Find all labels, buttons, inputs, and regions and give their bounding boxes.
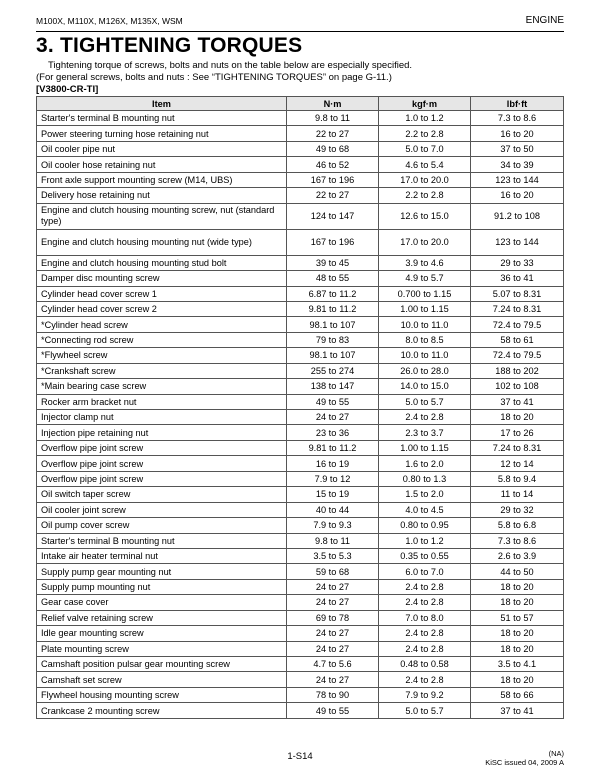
table-row [37, 126, 564, 141]
page-header [36, 16, 564, 30]
cell-item: Camshaft set screw [37, 672, 287, 687]
cell-kgfm: 2.4 to 2.8 [379, 672, 471, 687]
table-row [37, 203, 564, 229]
cell-lbfft: 18 to 20 [471, 595, 564, 610]
cell-kgfm: 7.0 to 8.0 [379, 610, 471, 625]
cell-lbfft: 18 to 20 [471, 626, 564, 641]
section-name: ENGINE [525, 15, 564, 26]
cell-item: Supply pump gear mounting nut [37, 564, 287, 579]
cell-item: Oil pump cover screw [37, 518, 287, 533]
cell-kgfm: 5.0 to 5.7 [379, 394, 471, 409]
cell-item: Overflow pipe joint screw [37, 471, 287, 486]
cell-lbfft: 2.6 to 3.9 [471, 548, 564, 563]
col-lbfft: lbf·ft [471, 97, 564, 111]
cell-nm: 255 to 274 [287, 363, 379, 378]
table-row [37, 157, 564, 172]
table-row [37, 317, 564, 332]
table-row [37, 394, 564, 409]
cell-kgfm: 10.0 to 11.0 [379, 317, 471, 332]
cell-item: *Flywheel screw [37, 348, 287, 363]
cell-nm: 46 to 52 [287, 157, 379, 172]
intro-line-1: Tightening torque of screws, bolts and nuts on the table below are especially specified. [48, 60, 413, 71]
cell-nm: 24 to 27 [287, 595, 379, 610]
cell-item: Crankcase 2 mounting screw [37, 703, 287, 718]
cell-lbfft: 102 to 108 [471, 379, 564, 394]
cell-item: Camshaft position pulsar gear mounting screw [37, 657, 287, 672]
table-row [37, 687, 564, 702]
cell-nm: 22 to 27 [287, 126, 379, 141]
cell-nm: 98.1 to 107 [287, 348, 379, 363]
cell-lbfft: 17 to 26 [471, 425, 564, 440]
table-row [37, 172, 564, 187]
cell-lbfft: 18 to 20 [471, 579, 564, 594]
table-row [37, 703, 564, 718]
cell-nm: 23 to 36 [287, 425, 379, 440]
cell-lbfft: 18 to 20 [471, 672, 564, 687]
cell-lbfft: 188 to 202 [471, 363, 564, 378]
cell-nm: 24 to 27 [287, 672, 379, 687]
cell-lbfft: 29 to 33 [471, 255, 564, 270]
cell-lbfft: 123 to 144 [471, 172, 564, 187]
cell-item: Starter's terminal B mounting nut [37, 111, 287, 126]
cell-nm: 69 to 78 [287, 610, 379, 625]
cell-lbfft: 5.07 to 8.31 [471, 286, 564, 301]
cell-lbfft: 36 to 41 [471, 271, 564, 286]
table-row [37, 141, 564, 156]
cell-kgfm: 0.35 to 0.55 [379, 548, 471, 563]
cell-kgfm: 1.0 to 1.2 [379, 533, 471, 548]
cell-lbfft: 58 to 66 [471, 687, 564, 702]
cell-item: Oil cooler hose retaining nut [37, 157, 287, 172]
cell-lbfft: 29 to 32 [471, 502, 564, 517]
cell-item: Cylinder head cover screw 2 [37, 301, 287, 316]
cell-nm: 40 to 44 [287, 502, 379, 517]
cell-lbfft: 5.8 to 9.4 [471, 471, 564, 486]
table-row [37, 440, 564, 455]
cell-lbfft: 18 to 20 [471, 410, 564, 425]
table-row [37, 363, 564, 378]
cell-kgfm: 2.4 to 2.8 [379, 641, 471, 656]
cell-nm: 24 to 27 [287, 641, 379, 656]
cell-item: Idle gear mounting screw [37, 626, 287, 641]
cell-item: Overflow pipe joint screw [37, 456, 287, 471]
cell-item: Cylinder head cover screw 1 [37, 286, 287, 301]
table-row [37, 286, 564, 301]
cell-nm: 167 to 196 [287, 172, 379, 187]
table-row [37, 533, 564, 548]
cell-kgfm: 0.700 to 1.15 [379, 286, 471, 301]
cell-item: *Connecting rod screw [37, 332, 287, 347]
cell-kgfm: 2.4 to 2.8 [379, 410, 471, 425]
cell-nm: 48 to 55 [287, 271, 379, 286]
cell-nm: 4.7 to 5.6 [287, 657, 379, 672]
cell-item: Injector clamp nut [37, 410, 287, 425]
cell-item: Relief valve retaining screw [37, 610, 287, 625]
table-row [37, 626, 564, 641]
cell-lbfft: 51 to 57 [471, 610, 564, 625]
cell-item: Damper disc mounting screw [37, 271, 287, 286]
table-row [37, 610, 564, 625]
cell-kgfm: 3.9 to 4.6 [379, 255, 471, 270]
cell-kgfm: 2.2 to 2.8 [379, 126, 471, 141]
page-number: 1-S14 [287, 751, 313, 762]
cell-kgfm: 1.5 to 2.0 [379, 487, 471, 502]
cell-lbfft: 12 to 14 [471, 456, 564, 471]
cell-kgfm: 4.6 to 5.4 [379, 157, 471, 172]
cell-lbfft: 7.3 to 8.6 [471, 533, 564, 548]
cell-nm: 124 to 147 [287, 203, 379, 229]
cell-nm: 3.5 to 5.3 [287, 548, 379, 563]
cell-lbfft: 58 to 61 [471, 332, 564, 347]
cell-nm: 98.1 to 107 [287, 317, 379, 332]
cell-kgfm: 26.0 to 28.0 [379, 363, 471, 378]
cell-item: Intake air heater terminal nut [37, 548, 287, 563]
cell-lbfft: 7.3 to 8.6 [471, 111, 564, 126]
table-row [37, 456, 564, 471]
table-row [37, 579, 564, 594]
table-row [37, 410, 564, 425]
table-row [37, 502, 564, 517]
cell-kgfm: 17.0 to 20.0 [379, 172, 471, 187]
cell-lbfft: 34 to 39 [471, 157, 564, 172]
cell-kgfm: 12.6 to 15.0 [379, 203, 471, 229]
cell-lbfft: 91.2 to 108 [471, 203, 564, 229]
engine-code: [V3800-CR-TI] [36, 84, 99, 95]
cell-nm: 9.81 to 11.2 [287, 301, 379, 316]
cell-kgfm: 1.00 to 1.15 [379, 440, 471, 455]
cell-item: Injection pipe retaining nut [37, 425, 287, 440]
cell-nm: 39 to 45 [287, 255, 379, 270]
cell-nm: 7.9 to 9.3 [287, 518, 379, 533]
cell-lbfft: 37 to 41 [471, 394, 564, 409]
cell-lbfft: 7.24 to 8.31 [471, 440, 564, 455]
cell-nm: 49 to 68 [287, 141, 379, 156]
cell-nm: 22 to 27 [287, 188, 379, 203]
intro-line-2: (For general screws, bolts and nuts : See “TIGHTENING TORQUES” on page G-11.) [36, 72, 392, 83]
cell-kgfm: 0.80 to 0.95 [379, 518, 471, 533]
cell-item: Gear case cover [37, 595, 287, 610]
cell-lbfft: 123 to 144 [471, 229, 564, 255]
col-kgfm: kgf·m [379, 97, 471, 111]
cell-kgfm: 5.0 to 5.7 [379, 703, 471, 718]
table-row [37, 348, 564, 363]
cell-kgfm: 17.0 to 20.0 [379, 229, 471, 255]
cell-nm: 49 to 55 [287, 394, 379, 409]
cell-kgfm: 2.4 to 2.8 [379, 579, 471, 594]
cell-lbfft: 72.4 to 79.5 [471, 317, 564, 332]
cell-kgfm: 4.9 to 5.7 [379, 271, 471, 286]
col-nm: N·m [287, 97, 379, 111]
table-row [37, 487, 564, 502]
cell-nm: 59 to 68 [287, 564, 379, 579]
col-item: Item [37, 97, 287, 111]
torque-table [36, 96, 564, 719]
cell-lbfft: 44 to 50 [471, 564, 564, 579]
page-title: 3. TIGHTENING TORQUES [36, 34, 303, 57]
cell-nm: 15 to 19 [287, 487, 379, 502]
cell-lbfft: 16 to 20 [471, 126, 564, 141]
cell-item: Oil switch taper screw [37, 487, 287, 502]
cell-item: Engine and clutch housing mounting stud bolt [37, 255, 287, 270]
cell-nm: 49 to 55 [287, 703, 379, 718]
cell-nm: 9.8 to 11 [287, 533, 379, 548]
cell-kgfm: 2.3 to 3.7 [379, 425, 471, 440]
cell-kgfm: 14.0 to 15.0 [379, 379, 471, 394]
cell-item: Starter's terminal B mounting nut [37, 533, 287, 548]
cell-kgfm: 8.0 to 8.5 [379, 332, 471, 347]
cell-kgfm: 2.4 to 2.8 [379, 595, 471, 610]
cell-item: Oil cooler pipe nut [37, 141, 287, 156]
cell-nm: 9.8 to 11 [287, 111, 379, 126]
table-body [37, 111, 564, 719]
cell-item: Engine and clutch housing mounting nut (wide type) [37, 229, 287, 255]
table-row [37, 518, 564, 533]
table-row [37, 595, 564, 610]
cell-lbfft: 5.8 to 6.8 [471, 518, 564, 533]
table-row [37, 111, 564, 126]
table-row [37, 379, 564, 394]
cell-nm: 24 to 27 [287, 626, 379, 641]
cell-lbfft: 37 to 41 [471, 703, 564, 718]
table-row [37, 548, 564, 563]
cell-kgfm: 1.0 to 1.2 [379, 111, 471, 126]
table-row [37, 229, 564, 255]
cell-kgfm: 2.4 to 2.8 [379, 626, 471, 641]
table-row [37, 657, 564, 672]
cell-lbfft: 16 to 20 [471, 188, 564, 203]
cell-item: *Main bearing case screw [37, 379, 287, 394]
cell-nm: 9.81 to 11.2 [287, 440, 379, 455]
cell-kgfm: 7.9 to 9.2 [379, 687, 471, 702]
cell-nm: 138 to 147 [287, 379, 379, 394]
cell-kgfm: 4.0 to 4.5 [379, 502, 471, 517]
cell-item: Flywheel housing mounting screw [37, 687, 287, 702]
cell-kgfm: 2.2 to 2.8 [379, 188, 471, 203]
table-row [37, 332, 564, 347]
cell-kgfm: 0.80 to 1.3 [379, 471, 471, 486]
cell-item: Delivery hose retaining nut [37, 188, 287, 203]
cell-nm: 16 to 19 [287, 456, 379, 471]
cell-item: *Cylinder head screw [37, 317, 287, 332]
issue-text: KiSC issued 04, 2009 A [485, 758, 564, 767]
cell-item: Oil cooler joint screw [37, 502, 287, 517]
cell-item: Power steering turning hose retaining nut [37, 126, 287, 141]
header-rule [36, 31, 564, 32]
cell-nm: 24 to 27 [287, 410, 379, 425]
table-header-row [37, 97, 564, 111]
table-row [37, 641, 564, 656]
table-row [37, 564, 564, 579]
intro-text [36, 60, 412, 84]
cell-lbfft: 11 to 14 [471, 487, 564, 502]
cell-item: *Crankshaft screw [37, 363, 287, 378]
cell-lbfft: 3.5 to 4.1 [471, 657, 564, 672]
table-row [37, 301, 564, 316]
table-row [37, 271, 564, 286]
cell-kgfm: 5.0 to 7.0 [379, 141, 471, 156]
cell-kgfm: 0.48 to 0.58 [379, 657, 471, 672]
issue-info [485, 749, 564, 767]
cell-lbfft: 72.4 to 79.5 [471, 348, 564, 363]
cell-item: Front axle support mounting screw (M14, UBS) [37, 172, 287, 187]
cell-kgfm: 1.6 to 2.0 [379, 456, 471, 471]
cell-kgfm: 6.0 to 7.0 [379, 564, 471, 579]
cell-kgfm: 10.0 to 11.0 [379, 348, 471, 363]
cell-nm: 7.9 to 12 [287, 471, 379, 486]
cell-item: Overflow pipe joint screw [37, 440, 287, 455]
cell-nm: 79 to 83 [287, 332, 379, 347]
cell-nm: 167 to 196 [287, 229, 379, 255]
cell-nm: 6.87 to 11.2 [287, 286, 379, 301]
cell-kgfm: 1.00 to 1.15 [379, 301, 471, 316]
model-list: M100X, M110X, M126X, M135X, WSM [36, 16, 183, 26]
cell-lbfft: 7.24 to 8.31 [471, 301, 564, 316]
table-row [37, 471, 564, 486]
table-row [37, 188, 564, 203]
cell-nm: 78 to 90 [287, 687, 379, 702]
issue-note: (NA) [548, 749, 564, 758]
cell-item: Supply pump mounting nut [37, 579, 287, 594]
cell-item: Engine and clutch housing mounting screw, nut (standard type) [37, 203, 287, 229]
cell-nm: 24 to 27 [287, 579, 379, 594]
table-row [37, 255, 564, 270]
table-row [37, 672, 564, 687]
cell-item: Rocker arm bracket nut [37, 394, 287, 409]
cell-lbfft: 18 to 20 [471, 641, 564, 656]
table-row [37, 425, 564, 440]
cell-item: Plate mounting screw [37, 641, 287, 656]
cell-lbfft: 37 to 50 [471, 141, 564, 156]
